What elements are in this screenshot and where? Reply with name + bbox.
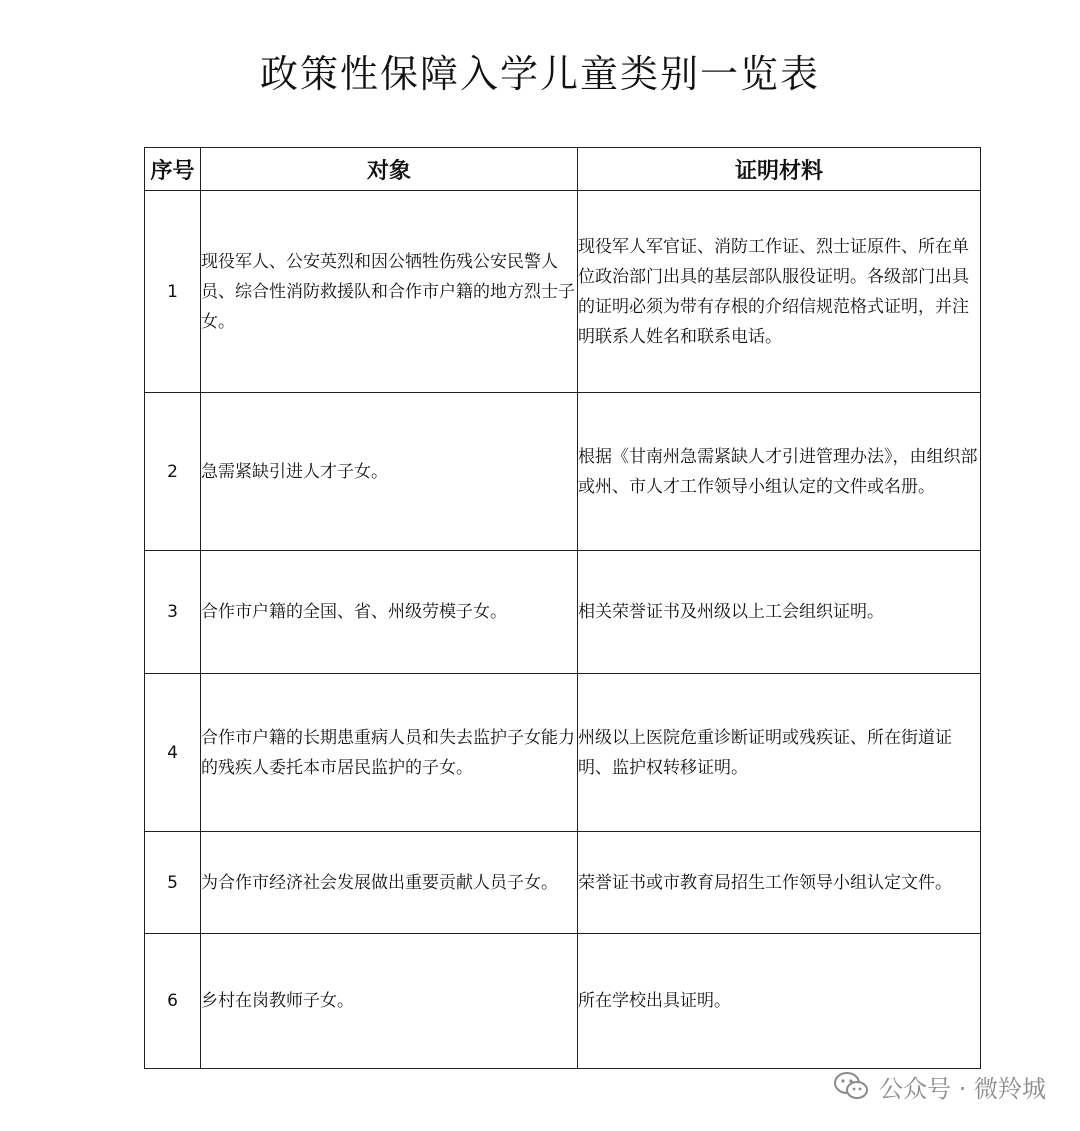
- table-row: [145, 832, 981, 934]
- table-row: [145, 191, 981, 393]
- row-index: 5: [145, 832, 201, 934]
- category-table: [144, 147, 981, 1069]
- watermark-text: 公众号 · 微羚城: [879, 1074, 1046, 1103]
- header-target: 对象: [201, 148, 578, 191]
- row-materials: [578, 551, 981, 674]
- row-materials: [578, 393, 981, 551]
- row-target-text: 乡村在岗教师子女。: [201, 991, 354, 1011]
- page-title: 政策性保障入学儿童类别一览表: [259, 52, 820, 96]
- table-row: [145, 551, 981, 674]
- row-index: 4: [145, 674, 201, 832]
- row-target-text: 合作市户籍的全国、省、州级劳模子女。: [201, 602, 507, 622]
- row-materials-text: 所在学校出具证明。: [578, 991, 731, 1011]
- row-index: 3: [145, 551, 201, 674]
- row-target-text: 急需紧缺引进人才子女。: [201, 461, 388, 482]
- table-row: [145, 393, 981, 551]
- row-target: [201, 832, 578, 934]
- row-materials-text: 现役军人军官证、消防工作证、烈士证原件、所在单位政治部门出具的基层部队服役证明。各级部门出具的证明必须为带有存根的介绍信规范格式证明，并注明联系人姓名和联系电话。: [578, 236, 969, 347]
- row-target: [201, 551, 578, 674]
- row-target: [201, 393, 578, 551]
- row-materials-text: 根据《甘南州急需紧缺人才引进管理办法》，由组织部或州、市人才工作领导小组认定的文件或名册。: [578, 446, 978, 497]
- header-index: 序号: [145, 148, 201, 191]
- row-target-text: 为合作市经济社会发展做出重要贡献人员子女。: [201, 872, 558, 893]
- row-target: [201, 934, 578, 1069]
- row-index: 2: [145, 393, 201, 551]
- row-index: 6: [145, 934, 201, 1069]
- row-target: [201, 674, 578, 832]
- table-header-row: [145, 148, 981, 191]
- row-materials: [578, 934, 981, 1069]
- row-materials-text: 荣誉证书或市教育局招生工作领导小组认定文件。: [578, 872, 952, 893]
- table-row: [145, 934, 981, 1069]
- header-materials: 证明材料: [578, 148, 981, 191]
- row-target-text: 现役军人、公安英烈和因公牺牲伤残公安民警人员、综合性消防救援队和合作市户籍的地方烈士子女。: [201, 251, 575, 332]
- row-materials: [578, 832, 981, 934]
- row-target: [201, 191, 578, 393]
- watermark: [833, 1066, 1046, 1106]
- row-target-text: 合作市户籍的长期患重病人员和失去监护子女能力的残疾人委托本市居民监护的子女。: [201, 727, 575, 778]
- row-index: 1: [145, 191, 201, 393]
- table-row: [145, 674, 981, 832]
- row-materials: [578, 674, 981, 832]
- row-materials-text: 相关荣誉证书及州级以上工会组织证明。: [578, 602, 884, 622]
- row-materials-text: 州级以上医院危重诊断证明或残疾证、所在街道证明、监护权转移证明。: [578, 727, 952, 778]
- wechat-icon: [833, 1071, 869, 1101]
- row-materials: [578, 191, 981, 393]
